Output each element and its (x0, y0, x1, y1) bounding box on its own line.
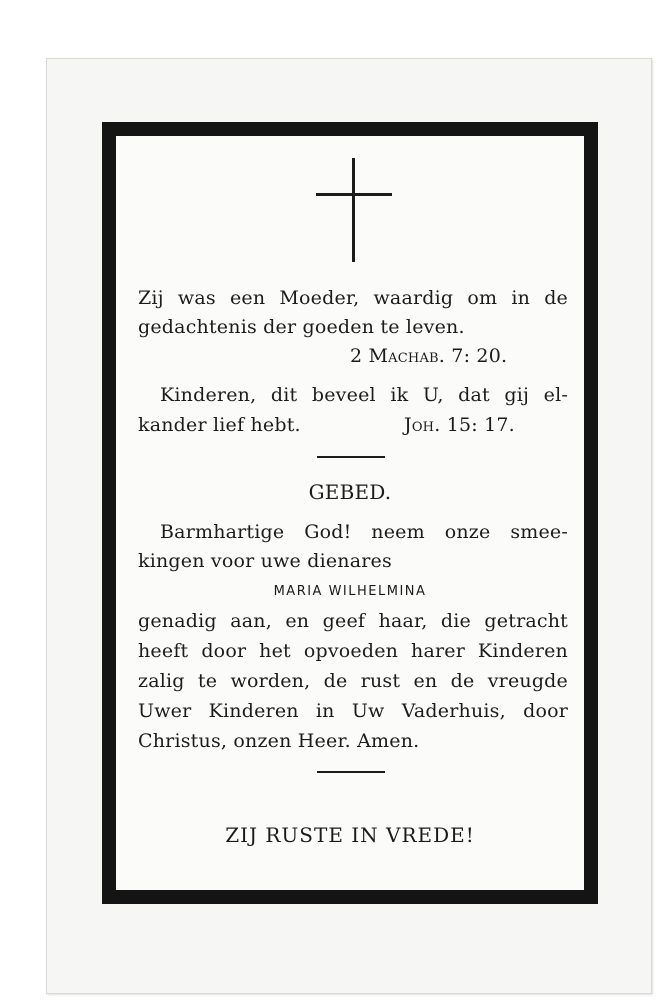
verse1-line2: gedachtenis der goeden te leven. (138, 316, 465, 338)
prayer-line7: Christus, onzen Heer. Amen. (138, 730, 420, 752)
prayer-line2: kingen voor uwe dienares (138, 550, 392, 572)
prayer-title: GEBED. (308, 480, 392, 504)
divider (317, 771, 385, 773)
cross-icon (352, 158, 355, 262)
verse2-line2: kander lief hebt. (138, 414, 301, 436)
verse1-reference: 2 Machab. 7: 20. (350, 345, 508, 367)
prayer-line1: Barmhartige God! neem onze smee- (160, 521, 568, 543)
closing-text: ZIJ RUSTE IN VREDE! (225, 823, 475, 847)
cross-icon-bar (316, 193, 392, 196)
verse1-line1: Zij was een Moeder, waardig om in de (138, 287, 568, 309)
prayer-line6: Uwer Kinderen in Uw Vaderhuis, door (138, 700, 568, 722)
prayer-line4: heeft door het opvoeden harer Kinderen (138, 640, 568, 662)
divider (317, 456, 385, 458)
mourning-border (102, 122, 598, 904)
prayer-line3: genadig aan, en geef haar, die getracht (138, 610, 568, 632)
verse2-reference: Joh. 15: 17. (404, 414, 515, 436)
prayer-line5: zalig te worden, de rust en de vreugde (138, 670, 568, 692)
deceased-name: MARIA WILHELMINA (273, 584, 427, 599)
verse2-line1: Kinderen, dit beveel ik U, dat gij el- (160, 384, 568, 406)
